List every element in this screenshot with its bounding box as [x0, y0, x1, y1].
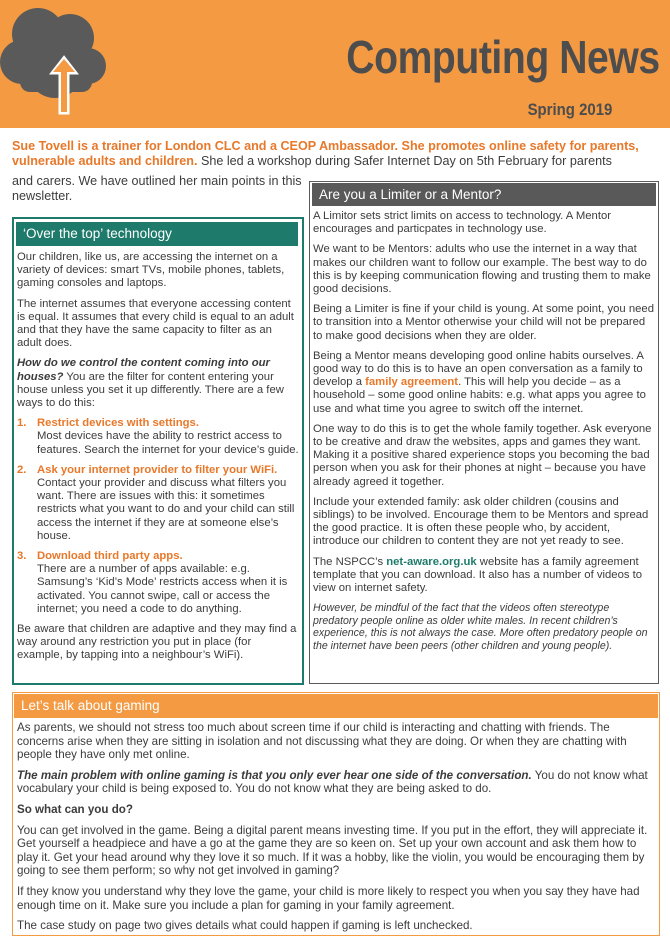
ott-paragraph: The internet assumes that everyone accessing content is equal. It assumes that every child is equal to an adult and that they have the same capacity to filter as an adult does.	[17, 297, 294, 350]
list-number: 2.	[17, 463, 27, 476]
masthead	[0, 0, 670, 128]
ott-question: How do we control the content coming into our houses?	[17, 357, 270, 383]
ott-paragraph: Be aware that children are adaptive and they may find a way around any restriction you put in place (for example, by tapping into a neighbour’s WiFi).	[17, 623, 297, 662]
mentor-paragraph: We want to be Mentors: adults who use the internet in a way that makes our children want to follow our example. The best way to do this is by keeping communication flowing and trusting them to make good decisions.	[313, 243, 651, 296]
mentor-paragraph	[313, 556, 656, 596]
mentor-paragraph	[313, 350, 656, 416]
filter-methods-list	[17, 417, 299, 616]
mentor-text: The NSPCC’s	[313, 555, 387, 568]
mentor-section-heading: Are you a Limiter or a Mentor?	[312, 183, 656, 206]
list-item-text: Contact your provider and discuss what filters you want. There are issues with this: it sometimes restricts what you want to do and your child can still access the internet if they are at someone else’s house.	[37, 477, 295, 542]
ott-paragraph	[17, 357, 299, 410]
gaming-paragraph: The case study on page two gives details what could happen if gaming is left unchecked.	[17, 919, 473, 933]
ott-section-heading: ‘Over the top’ technology	[16, 222, 298, 246]
family-agreement-term: family agreement	[365, 376, 459, 389]
mentor-text: website has a family agreement template that you can download. It also has a number of videos to view on internet safety.	[313, 555, 643, 595]
gaming-text: You do not know what vocabulary your child is being exposed to. You do not know what they are being asked to do.	[17, 768, 648, 796]
list-item-title: Ask your internet provider to filter your WiFi.	[37, 463, 278, 476]
mentor-paragraph: A Limitor sets strict limits on access to technology. A Mentor encourages and particpates in technology use.	[313, 210, 612, 236]
mentor-paragraph: Include your extended family: ask older children (cousins and siblings) to be involved. Encourage them to be Mentors and spread the good practice. It is often these people who, by accident, introduce our children to content they are not yet ready to see.	[313, 495, 649, 548]
mentor-text: Being a Mentor means developing good online habits ourselves. A good way to do this is to have an open conversation as a family to develop a	[313, 349, 644, 389]
intro-lead: Sue Tovell is a trainer for London CLC and a CEOP Ambassador. She promotes online safety for parents, vulnerable adults and children.	[12, 139, 639, 168]
list-item	[17, 417, 299, 457]
list-item	[17, 550, 299, 616]
mentor-section-body	[313, 210, 656, 659]
gaming-paragraph	[17, 769, 657, 796]
list-number: 1.	[17, 417, 27, 430]
list-item-title: Restrict devices with settings.	[37, 417, 199, 430]
list-item	[17, 464, 299, 543]
list-item-title: Download third party apps.	[37, 550, 183, 563]
gaming-paragraph: If they know you understand why they love the game, your child is more likely to respect you when you say they have had enough time on it. Make sure you include a plan for gaming in your family agreement.	[17, 884, 640, 912]
mentor-text: . This will help you decide – as a household – some good online habits: e.g. what apps you agree to use and what time you agree to switch off the internet.	[313, 376, 646, 415]
gaming-paragraph: As parents, we should not stress too much about screen time if our child is interacting and chatting with friends. The concerns arise when they are sitting in isolation and not discussing what they are doing. Or when they are chatting with people they have only met online.	[17, 721, 627, 762]
intro-paragraph	[12, 139, 660, 169]
cloud-upload-icon	[0, 0, 112, 118]
list-item-text: Most devices have the ability to restrict access to features. Search the internet for your device’s guide.	[37, 430, 299, 456]
gaming-subheading: So what can you do?	[17, 802, 133, 816]
gaming-paragraph: You can get involved in the game. Being a digital parent means investing time. If you put in the effort, they will appreciate it. Get yourself a headpiece and have a go at the game they are so keen on. Set up your own account and ask them how to play it. Get your head around why they love it so much. If it was a hobby, like the violin, you would be encouraging them by going to see them perform; so why not get involved in gaming?	[17, 823, 648, 878]
ott-question-rest: You are the filter for content entering your house unless you set it up differently. There are a few ways to do this:	[17, 370, 284, 410]
list-number: 3.	[17, 550, 27, 563]
list-item-text: There are a number of apps available: e.g. Samsung’s ‘Kid’s Mode’ restricts access when it is activated. You cannot swipe, call or access the internet; you need a code to do anything.	[37, 563, 288, 615]
ott-paragraph: Our children, like us, are accessing the internet on a variety of devices: smart TVs, mobile phones, tablets, gaming consoles and laptops.	[17, 251, 285, 290]
mentor-caveat: However, be mindful of the fact that the videos often stereotype predatory people online as older white males. In recent children’s experience, this is not always the case. More often predatory people on the internet have been peers (other children and young people).	[313, 602, 648, 652]
mentor-paragraph: Being a Limiter is fine if your child is young. At some point, you need to transition into a Mentor otherwise your child will not be prepared to make good decisions when they are older.	[313, 303, 654, 342]
net-aware-link[interactable]: net-aware.org.uk	[386, 555, 477, 568]
intro-lead-rest: She led a workshop during Safer Internet Day on 5th February for parents	[197, 154, 612, 168]
gaming-section-heading: Let’s talk about gaming	[14, 694, 658, 718]
gaming-key-point: The main problem with online gaming is that you only ever hear one side of the conversation.	[17, 768, 532, 782]
ott-section-body	[17, 251, 299, 670]
gaming-section-body	[17, 721, 657, 940]
mentor-paragraph: One way to do this is to get the whole family together. Ask everyone to be creative and draw the websites, apps and games they want. Making it a positive shared experience stops you becoming the bad person when you ask for their phones at night – because you have already agreed it together.	[313, 422, 652, 488]
issue-date: Spring 2019	[527, 100, 612, 119]
newsletter-title: Computing News	[346, 31, 660, 83]
intro-tail: and carers. We have outlined her main points in this newsletter.	[12, 174, 302, 203]
